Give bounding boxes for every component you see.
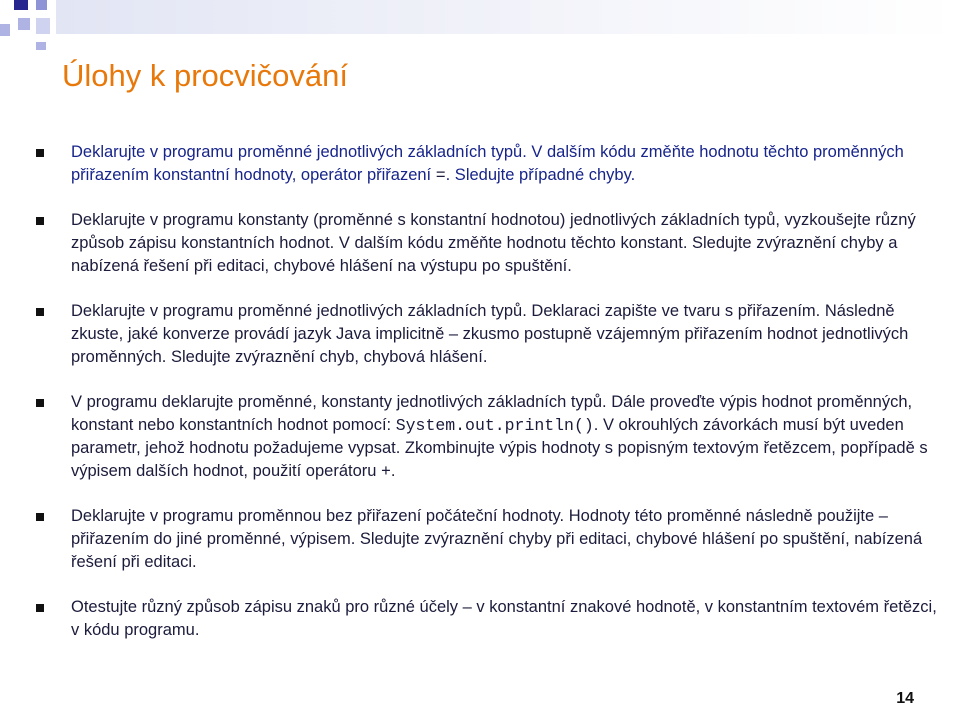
item-text: . Sledujte případné chyby. <box>445 166 636 184</box>
bullet-square-icon <box>36 149 44 157</box>
deco-bar <box>56 0 956 34</box>
bullet-square-icon <box>36 604 44 612</box>
item-text: System.out.println() <box>395 416 594 435</box>
item-text: Otestujte různý způsob zápisu znaků pro různé účely – v konstantní znakové hodnotě, v konstantním textovém řetězci, v kódu programu. <box>71 598 937 639</box>
item-text: Deklarujte v programu proměnnou bez přiřazení počáteční hodnoty. Hodnoty této proměnné následně použijte – přiřazením do jiné proměnné, výpisem. Sledujte zvýraznění chyby při editaci, chybové hlášení po spuštění, nabízená řešení při editaci. <box>71 507 923 571</box>
deco-square-6 <box>36 42 46 50</box>
deco-square-1 <box>14 0 28 10</box>
slide-title: Úlohy k procvičování <box>62 58 349 93</box>
item-text: Deklarujte v programu proměnné jednotlivých základních typů. V dalším kódu změňte hodnotu těchto proměnných přiřazením konstantní hodnoty, operátor přiřazení <box>71 143 904 184</box>
bullet-square-icon <box>36 399 44 407</box>
item-text: = <box>435 166 446 185</box>
list-item <box>36 141 941 187</box>
item-text: V programu deklarujte proměnné, konstanty jednotlivých základních typů. Dále proveďte výpis hodnot proměnných, konstant nebo konstantních hodnot pomocí: <box>71 393 913 434</box>
list-item <box>36 391 941 483</box>
item-text: Deklarujte v programu konstanty (proměnné s konstantní hodnotou) jednotlivých základních typů, vyzkoušejte různý způsob zápisu konstantních hodnot. V dalším kódu změňte hodnotu těchto konstant. Sledujte zvýraznění chyby a nabízená řešení při editaci, chybové hlášení na výstupu po spuštění. <box>71 211 916 275</box>
deco-square-4 <box>36 18 50 34</box>
item-text: Deklarujte v programu proměnné jednotlivých základních typů. Deklaraci zapište ve tvaru s přiřazením. Následně zkuste, jaké konverze provádí jazyk Java implicitně – zkusmo postupně vzájemným přiřazením hodnot jednotlivých proměnných. Sledujte zvýraznění chyb, chybová hlášení. <box>71 302 909 366</box>
list-item <box>36 505 941 574</box>
deco-square-3 <box>18 18 30 30</box>
exercise-list <box>36 141 941 642</box>
bullet-square-icon <box>36 217 44 225</box>
item-text: . V okrouhlých závorkách musí být uveden parametr, jehož hodnotu požadujeme vypsat. Zkombinujte výpis hodnoty s popisným textovým řetězcem, popřípadě s výpisem dalších hodnot, použití operátoru <box>71 416 928 480</box>
deco-square-5 <box>0 24 10 36</box>
page-number: 14 <box>896 690 914 707</box>
list-item <box>36 596 941 642</box>
deco-square-2 <box>36 0 47 10</box>
corner-decoration <box>0 0 960 50</box>
item-text: . <box>390 462 396 480</box>
bullet-square-icon <box>36 513 44 521</box>
item-text: + <box>381 462 391 481</box>
list-item <box>36 300 941 369</box>
bullet-square-icon <box>36 308 44 316</box>
list-item <box>36 209 941 278</box>
